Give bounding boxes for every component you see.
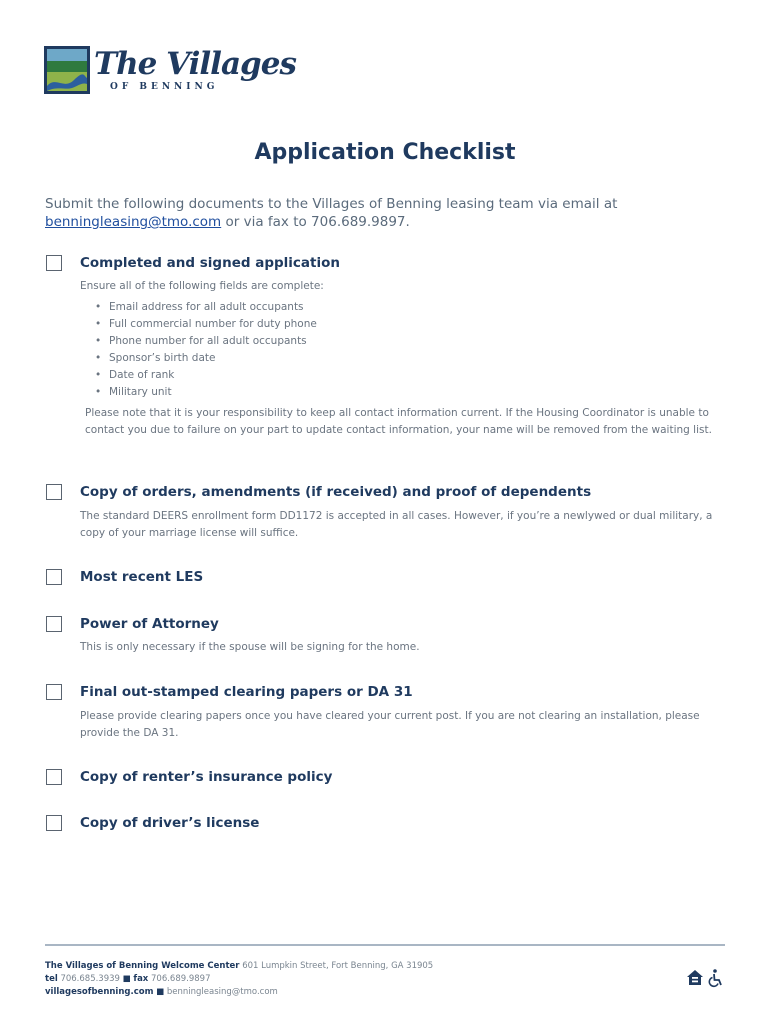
footer-email-link[interactable]: benningleasing@tmo.com: [166, 987, 278, 997]
footer-web-row: [45, 986, 433, 999]
item-title: Power of Attorney: [80, 616, 219, 632]
footer-address: 601 Lumpkin Street, Fort Benning, GA 31905: [242, 961, 434, 971]
item-title: Final out-stamped clearing papers or DA 31: [80, 684, 413, 700]
item-description: This is only necessary if the spouse will be signing for the home.: [80, 641, 420, 653]
item-description: The standard DEERS enrollment form DD1172 is accepted in all cases. However, if you’re a newlywed or dual military, a copy of your marriage license will suffice.: [80, 510, 713, 539]
logo: [44, 44, 296, 98]
item-title: Copy of orders, amendments (if received) and proof of dependents: [80, 484, 592, 500]
footer-address-row: [45, 960, 433, 973]
fax-label: fax: [133, 974, 149, 984]
email-link[interactable]: benningleasing@tmo.com: [45, 214, 222, 230]
list-item: • Military unit: [95, 384, 317, 401]
footer-divider: [45, 944, 725, 946]
logo-subtitle: OF BENNING: [110, 82, 219, 92]
page-title: Application Checklist: [254, 140, 516, 165]
checkbox[interactable]: [46, 569, 62, 585]
wheelchair-icon: [709, 969, 721, 986]
list-item: • Full commercial number for duty phone: [95, 316, 317, 333]
equal-housing-icon: [687, 970, 703, 985]
logo-emblem-icon: [44, 46, 90, 94]
separator: ■: [156, 987, 165, 997]
checkbox[interactable]: [46, 815, 62, 831]
checkbox[interactable]: [46, 684, 62, 700]
list-item: • Date of rank: [95, 367, 317, 384]
item-note: Please note that it is your responsibility to keep all contact information current. If the Housing Coordinator is unable to contact you due to failure on your part to update contact information, your name will be removed from the waiting list.: [85, 407, 712, 436]
item-title: Most recent LES: [80, 569, 204, 585]
footer-phone-row: [45, 973, 433, 986]
checkbox[interactable]: [46, 769, 62, 785]
fax-number: 706.689.9897: [151, 974, 211, 984]
checkbox[interactable]: [46, 616, 62, 632]
item-description: Ensure all of the following fields are complete:: [80, 280, 324, 292]
item-description: Please provide clearing papers once you have cleared your current post. If you are not clearing an installation, please provide the DA 31.: [80, 710, 700, 739]
checkbox[interactable]: [46, 484, 62, 500]
list-item: • Sponsor’s birth date: [95, 350, 317, 367]
welcome-center-name: The Villages of Benning Welcome Center: [45, 961, 240, 971]
footer-icons: [686, 968, 726, 988]
logo-wordmark: The Villages: [94, 46, 296, 82]
list-item: • Email address for all adult occupants: [95, 299, 317, 316]
list-item: • Phone number for all adult occupants: [95, 333, 317, 350]
intro-paragraph: [45, 195, 685, 231]
item-title: Copy of renter’s insurance policy: [80, 769, 333, 785]
website-link[interactable]: villagesofbenning.com: [45, 987, 154, 997]
item-title: Copy of driver’s license: [80, 815, 260, 831]
separator: ■: [122, 974, 131, 984]
tel-label: tel: [45, 974, 58, 984]
required-fields-list: [95, 299, 317, 401]
footer: [45, 960, 433, 999]
checkbox[interactable]: [46, 255, 62, 271]
tel-number: 706.685.3939: [60, 974, 120, 984]
intro-text-after: or via fax to 706.689.9897.: [221, 214, 410, 230]
item-title: Completed and signed application: [80, 255, 340, 271]
intro-text: Submit the following documents to the Villages of Benning leasing team via email at: [45, 196, 618, 212]
